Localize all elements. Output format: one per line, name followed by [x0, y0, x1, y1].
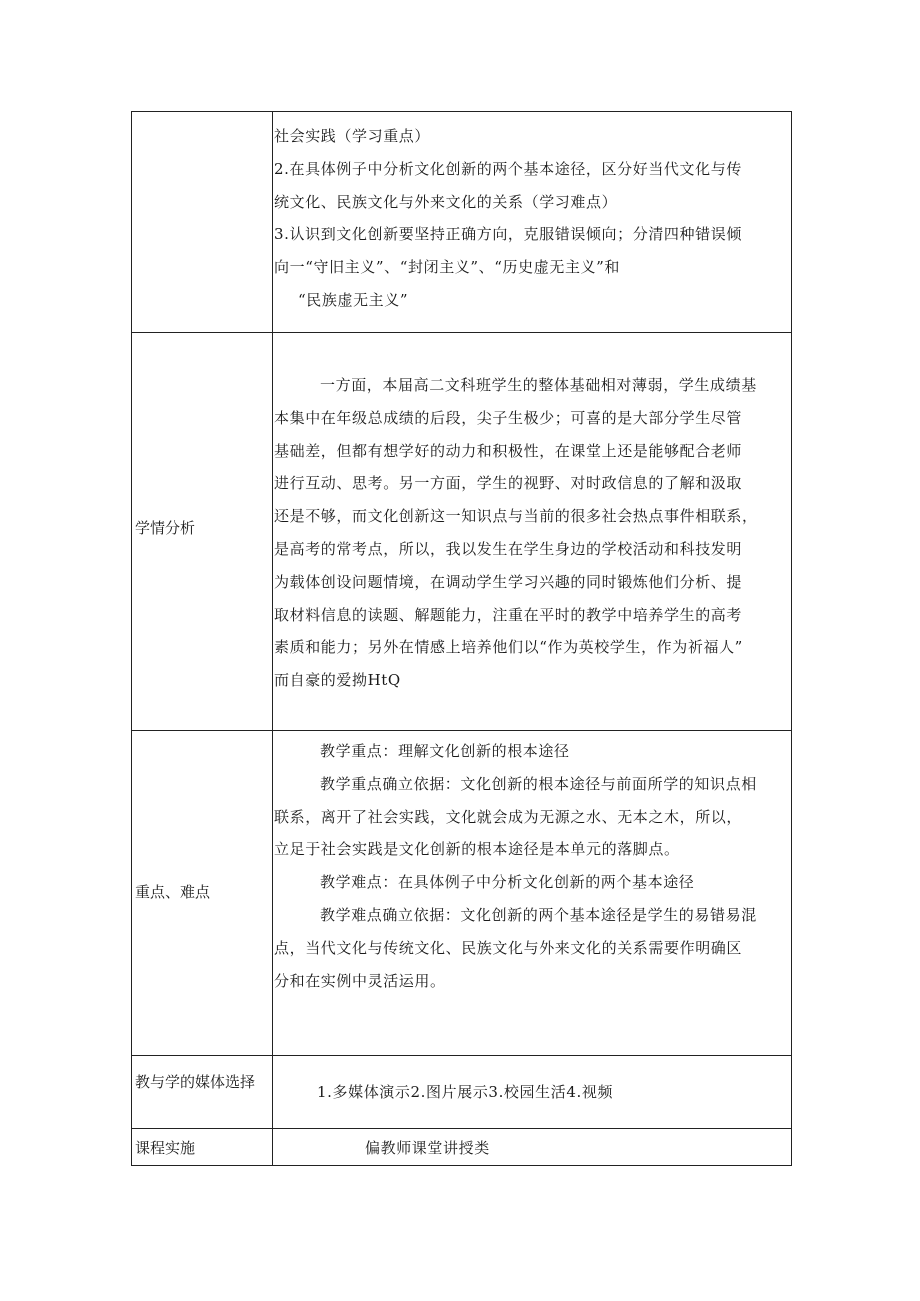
row-label-empty — [132, 112, 273, 333]
course-content — [273, 1129, 792, 1166]
objectives-content — [273, 112, 792, 333]
label-text: 教与学的媒体选择 — [135, 1073, 256, 1091]
text-line: 教学难点确立依据：文化创新的两个基本途径是学生的易错易混 — [320, 905, 757, 924]
text-line: 点，当代文化与传统文化、民族文化与外来文化的关系需要作明确区 — [274, 938, 743, 957]
row-label-course — [132, 1129, 273, 1166]
text-line: 立足于社会实践是文化创新的根本途径是本单元的落脚点。 — [274, 840, 680, 859]
text-line: 为载体创设问题情境，在调动学生学习兴趣的同时锻炼他们分析、提 — [274, 572, 743, 591]
text-line: 3.认识到文化创新要坚持正确方向，克服错误倾向；分清四种错误倾 — [274, 225, 742, 244]
label-text: 课程实施 — [135, 1139, 196, 1157]
text-line: 取材料信息的读题、解题能力，注重在平时的教学中培养学生的高考 — [274, 605, 743, 624]
row-label-media — [132, 1056, 273, 1129]
text-line: 社会实践（学习重点） — [274, 127, 431, 145]
student-analysis-content — [273, 333, 792, 731]
text-line: 基础差，但都有想学好的动力和积极性，在课堂上还是能够配合老师 — [274, 441, 743, 460]
text-line: 还是不够，而文化创新这一知识点与当前的很多社会热点事件相联系， — [274, 507, 758, 526]
table-row-media-selection — [132, 1056, 792, 1129]
text-line: 本集中在年级总成绩的后段，尖子生极少；可喜的是大部分学生尽管 — [274, 408, 743, 427]
text-line: 教学重点确立依据：文化创新的根本途径与前面所学的知识点相 — [320, 774, 757, 793]
text-line: “民族虚无主义” — [298, 290, 409, 309]
text-line: 统文化、民族文化与外来文化的关系（学习难点） — [274, 192, 618, 211]
text-line: 素质和能力；另外在情感上培养他们以“作为英校学生，作为祈福人” — [274, 638, 743, 657]
text-line: 1.多媒体演示2.图片展示3.校园生活4.视频 — [317, 1083, 614, 1101]
text-line: 而自豪的爱拗HtQ — [274, 671, 401, 690]
text-line: 分和在实例中灵活运用。 — [274, 971, 446, 990]
table-row-course-implementation — [132, 1129, 792, 1166]
row-label-student-analysis — [132, 333, 273, 731]
text-line: 一方面，本届高二文科班学生的整体基础相对薄弱，学生成绩基 — [320, 376, 757, 394]
text-line: 向一“守旧主义”、“封闭主义”、“历史虚无主义”和 — [274, 258, 621, 277]
text-line: 联系，离开了社会实践，文化就会成为无源之水、无本之木，所以， — [274, 807, 743, 826]
media-content — [273, 1056, 792, 1129]
text-line: 教学难点：在具体例子中分析文化创新的两个基本途径 — [320, 873, 695, 892]
lesson-plan-table — [131, 111, 792, 1166]
table-row-objectives — [132, 112, 792, 333]
text-line: 进行互动、思考。另一方面，学生的视野、对时政信息的了解和汲取 — [274, 474, 743, 493]
label-text: 学情分析 — [135, 519, 196, 537]
text-line: 2.在具体例子中分析文化创新的两个基本途径，区分好当代文化与传 — [274, 159, 742, 178]
text-line: 教学重点：理解文化创新的根本途径 — [320, 742, 570, 760]
text-line: 是高考的常考点，所以，我以发生在学生身边的学校活动和科技发明 — [274, 539, 743, 558]
table-row-key-difficult-points — [132, 731, 792, 1056]
row-label-key-points — [132, 731, 273, 1056]
table-row-student-analysis — [132, 333, 792, 731]
text-line: 偏教师课堂讲授类 — [365, 1139, 490, 1157]
key-points-content — [273, 731, 792, 1056]
label-text: 重点、难点 — [135, 883, 211, 901]
